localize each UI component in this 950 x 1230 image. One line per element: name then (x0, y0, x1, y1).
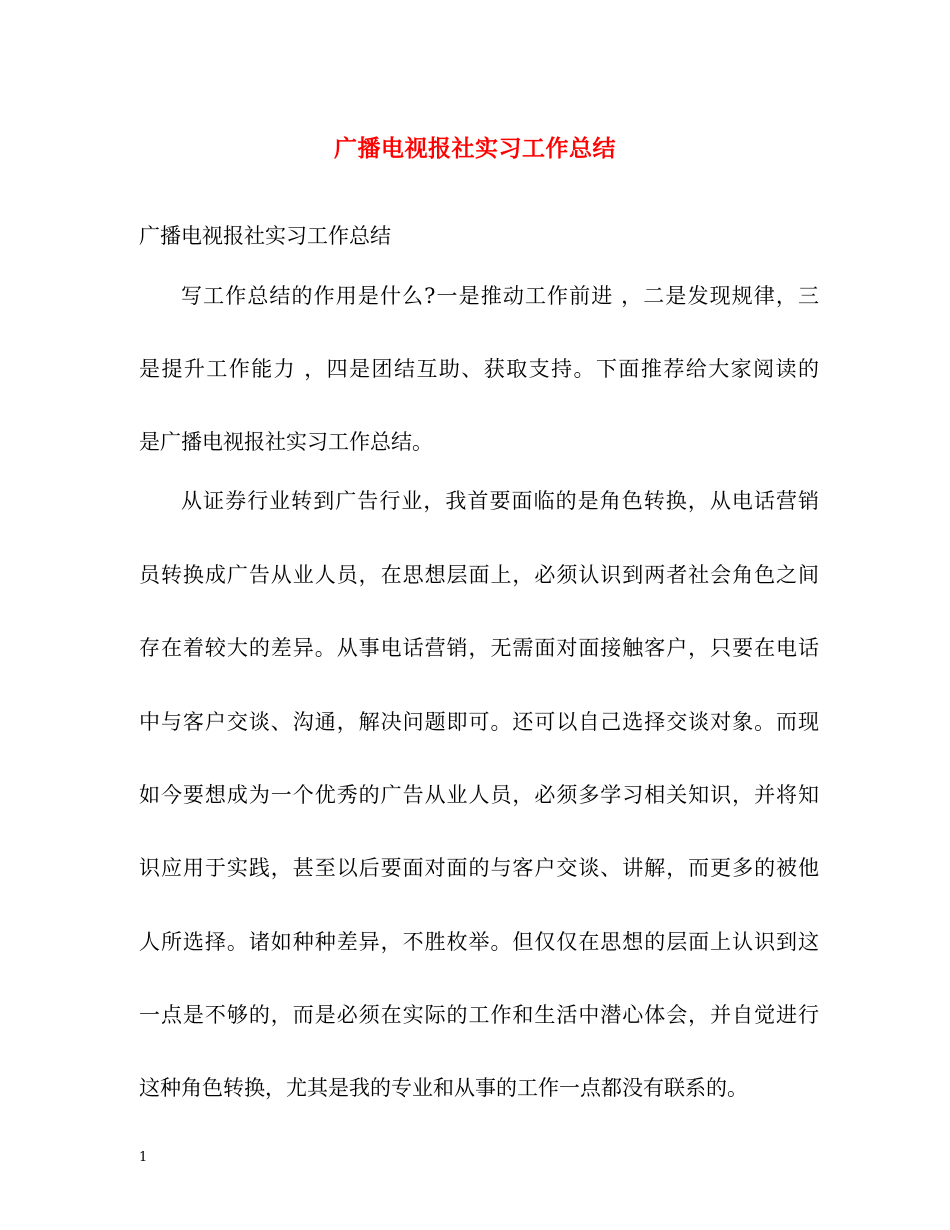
document-subtitle: 广播电视报社实习工作总结 (139, 224, 391, 248)
paragraph-line: 中与客户交谈、沟通，解决问题即可。还可以自己选择交谈对象。而现 (139, 710, 819, 734)
document-title: 广播电视报社实习工作总结 (334, 135, 616, 162)
paragraph-line: 员转换成广告从业人员，在思想层面上，必须认识到两者社会角色之间 (139, 563, 819, 587)
page-number: 1 (139, 1150, 148, 1165)
paragraph-line: 从证券行业转到广告行业，我首要面临的是角色转换，从电话营销 (181, 489, 819, 513)
paragraph-line: 一点是不够的，而是必须在实际的工作和生活中潜心体会，并自觉进行 (139, 1003, 819, 1027)
paragraph-line: 存在着较大的差异。从事电话营销，无需面对面接触客户，只要在电话 (139, 636, 819, 660)
paragraph-line: 写工作总结的作用是什么?一是推动工作前进 ，二是发现规律，三 (181, 284, 819, 308)
paragraph-line: 是广播电视报社实习工作总结。 (139, 430, 433, 454)
paragraph-line: 这种角色转换，尤其是我的专业和从事的工作一点都没有联系的。 (139, 1076, 748, 1100)
paragraph-line: 如今要想成为一个优秀的广告从业人员，必须多学习相关知识，并将知 (139, 783, 819, 807)
paragraph-line: 是提升工作能力 ，四是团结互助、获取支持。下面推荐给大家阅读的 (139, 357, 819, 381)
paragraph-line: 人所选择。诸如种种差异，不胜枚举。但仅仅在思想的层面上认识到这 (139, 930, 819, 954)
paragraph-line: 识应用于实践，甚至以后要面对面的与客户交谈、讲解，而更多的被他 (139, 856, 819, 880)
